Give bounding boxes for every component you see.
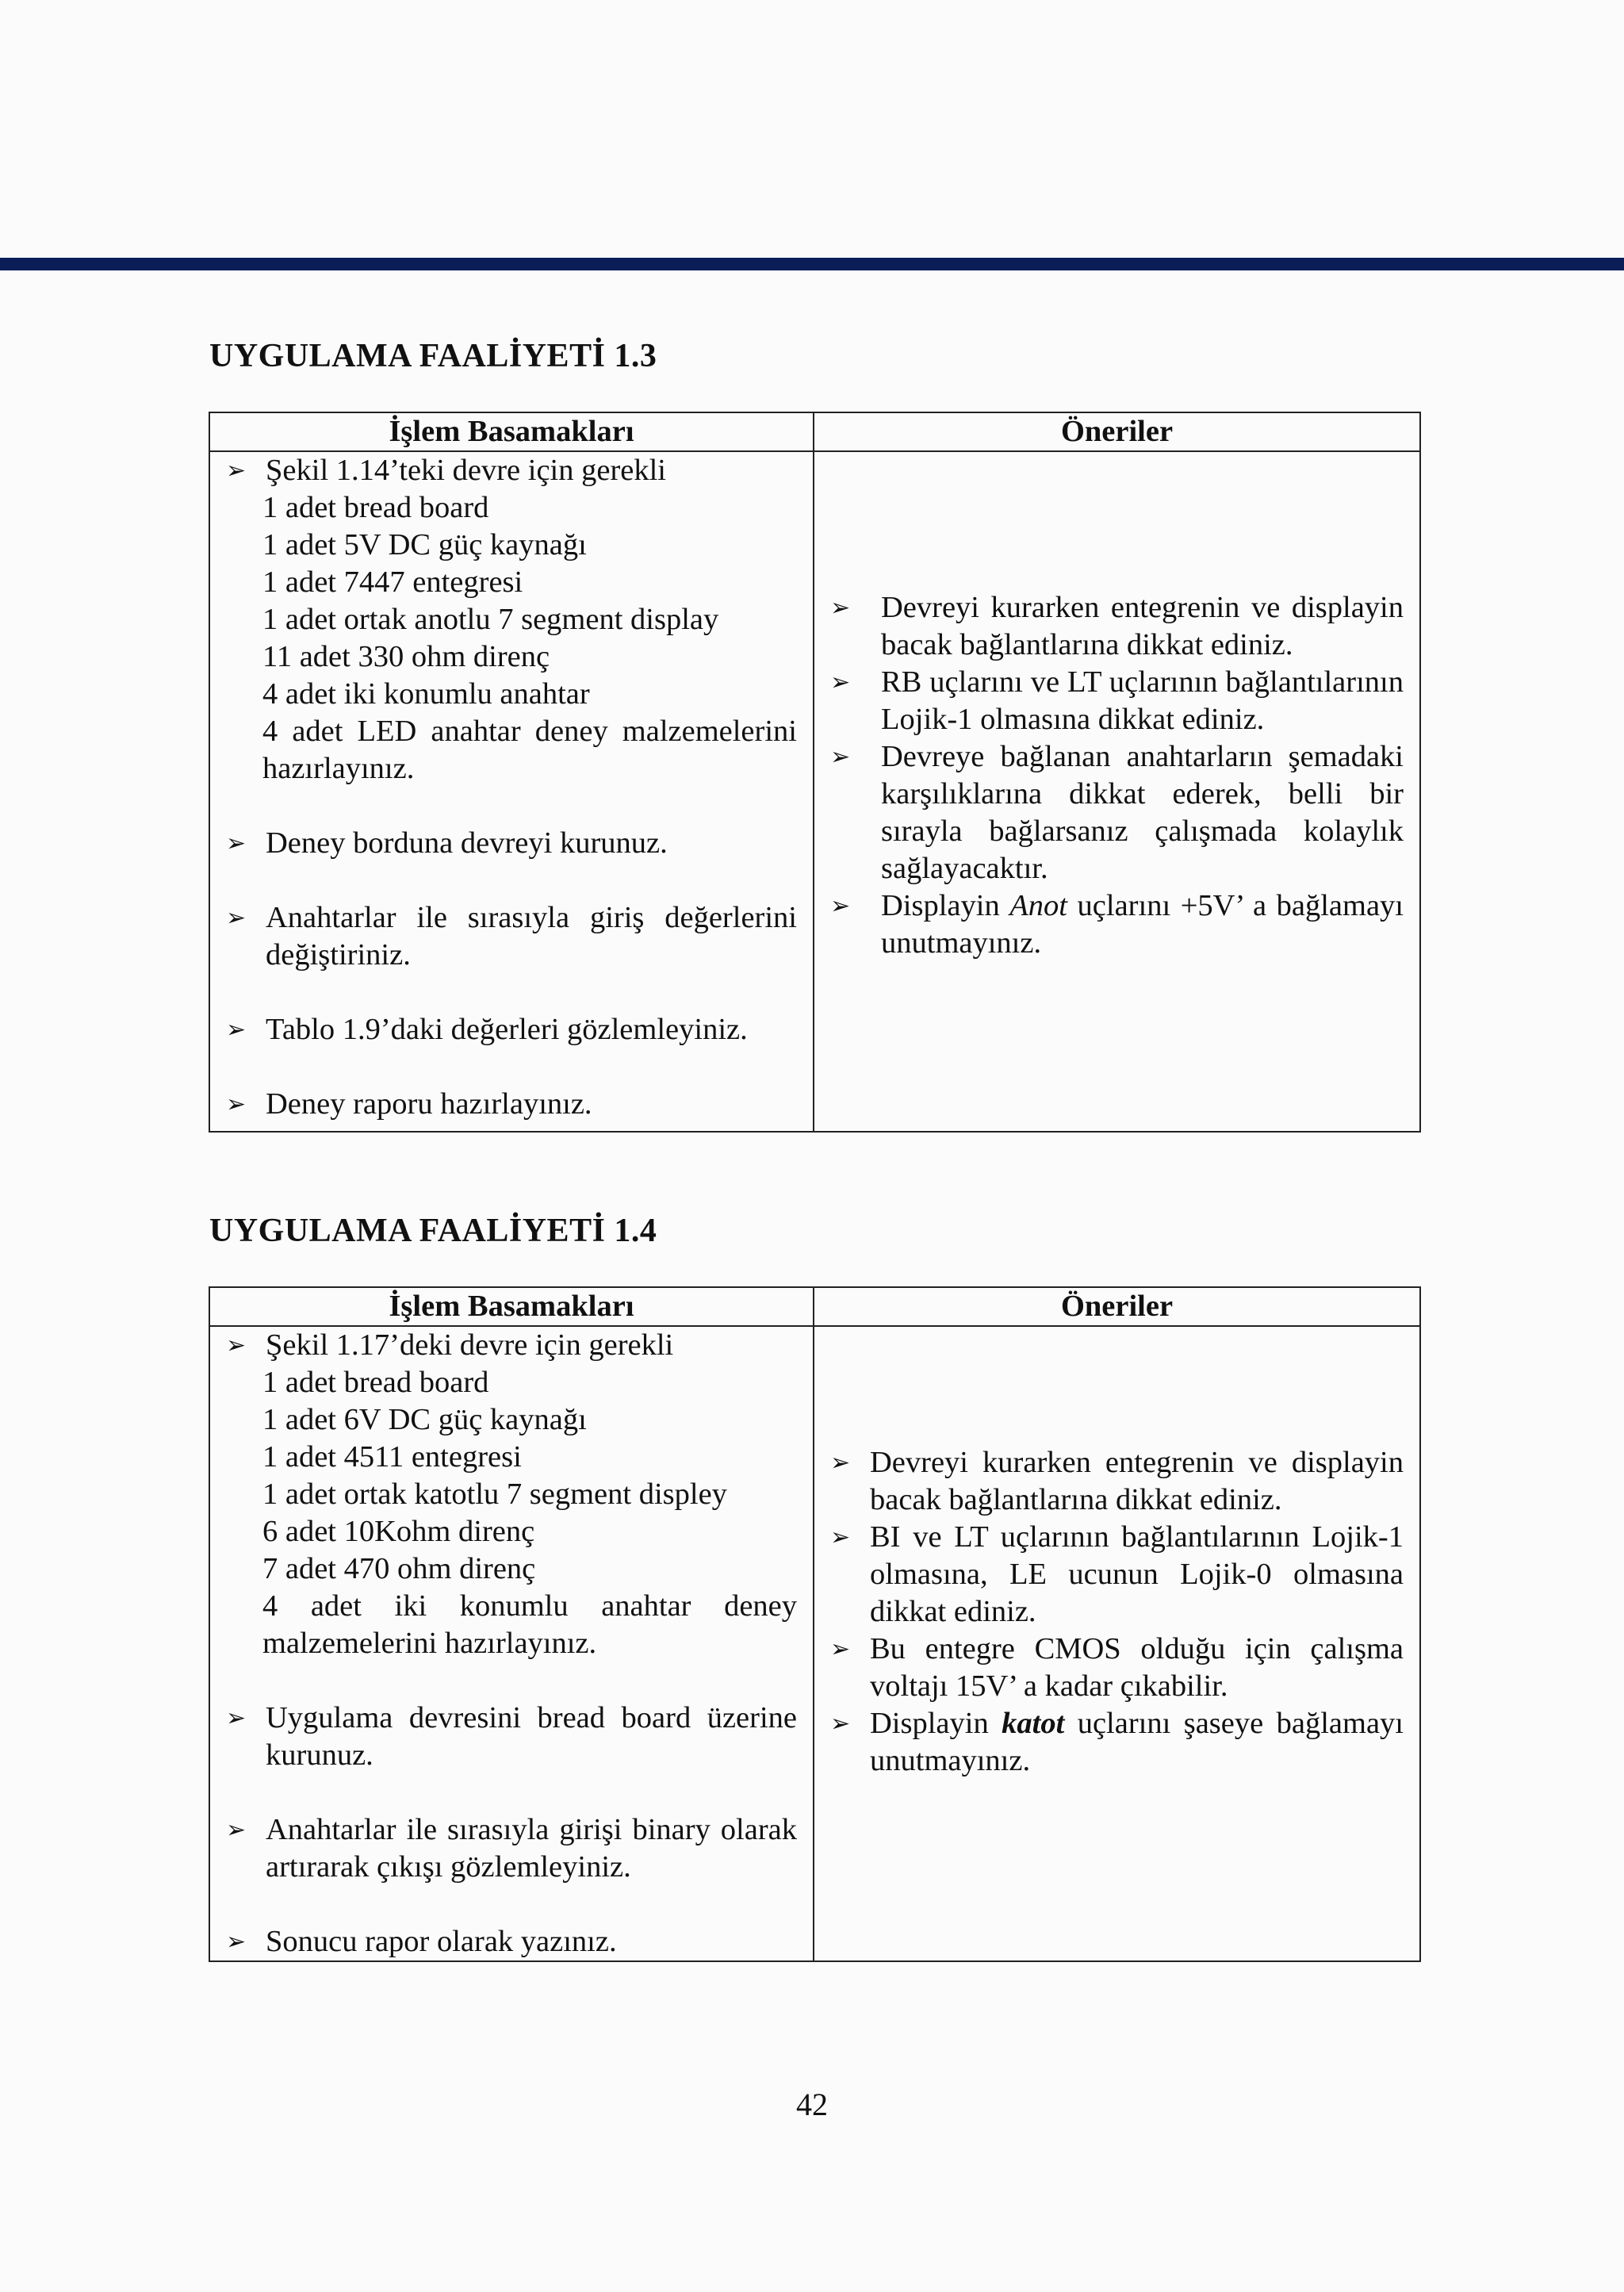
- arrow-bullet-icon: ➢: [226, 1816, 247, 1844]
- tip-text: Devreye bağlanan anahtarların şemadaki karşılıklarına dikkat ederek, belli bir sırayla bağlarsanız çalışmada kolaylık sağlayacaktır.: [881, 740, 1404, 885]
- step-materials: [226, 1327, 797, 1364]
- section-title-1-4: UYGULAMA FAALİYETİ 1.4: [209, 1213, 657, 1249]
- tip-emphasis: Anot: [1009, 889, 1067, 922]
- material-item: 7 adet 470 ohm direnç: [262, 1552, 536, 1585]
- step-text: Anahtarlar ile sırasıyla giriş değerlerini değiştiriniz.: [266, 901, 797, 972]
- step-text: Uygulama devresini bread board üzerine kurunuz.: [266, 1701, 797, 1772]
- step-text: Tablo 1.9’daki değerleri gözlemleyiniz.: [266, 1013, 748, 1046]
- step-action: [226, 1011, 797, 1048]
- table-header-row: [209, 1287, 1420, 1326]
- column-header-tips: Öneriler: [814, 412, 1420, 451]
- arrow-bullet-icon: ➢: [830, 1635, 851, 1663]
- material-item: 4 adet LED anahtar deney malzemelerini hazırlayınız.: [262, 715, 797, 785]
- column-header-steps: İşlem Basamakları: [209, 412, 814, 451]
- step-text: Deney raporu hazırlayınız.: [266, 1087, 592, 1121]
- column-header-tips: Öneriler: [814, 1287, 1420, 1326]
- material-item: 1 adet 5V DC güç kaynağı: [262, 528, 587, 562]
- table-row: [209, 1326, 1420, 1961]
- material-item: 1 adet 4511 entegresi: [262, 1440, 522, 1474]
- step-action: [226, 825, 797, 862]
- tip-text-before: Displayin: [870, 1707, 1002, 1740]
- tip-item: [830, 1519, 1404, 1631]
- step-action: [226, 1086, 797, 1123]
- arrow-bullet-icon: ➢: [830, 892, 851, 920]
- arrow-bullet-icon: ➢: [226, 457, 247, 485]
- arrow-bullet-icon: ➢: [830, 1710, 851, 1738]
- step-action: [226, 899, 797, 974]
- material-item: 4 adet iki konumlu anahtar: [262, 677, 590, 711]
- tip-item: [830, 1631, 1404, 1705]
- arrow-bullet-icon: ➢: [830, 594, 851, 622]
- material-item: 11 adet 330 ohm direnç: [262, 640, 550, 673]
- table-header-row: [209, 412, 1420, 451]
- step-action: [226, 1923, 797, 1960]
- material-item: 6 adet 10Kohm direnç: [262, 1515, 535, 1548]
- column-header-steps: İşlem Basamakları: [209, 1287, 814, 1326]
- tip-item: [830, 887, 1404, 962]
- tip-text: Devreyi kurarken entegrenin ve displayin bacak bağlantlarına dikkat ediniz.: [870, 1446, 1404, 1516]
- arrow-bullet-icon: ➢: [830, 1449, 851, 1477]
- steps-cell: [209, 451, 814, 1132]
- tip-text: RB uçlarını ve LT uçlarının bağlantılarının Lojik-1 olmasına dikkat ediniz.: [881, 665, 1404, 736]
- arrow-bullet-icon: ➢: [226, 830, 247, 857]
- arrow-bullet-icon: ➢: [226, 1016, 247, 1044]
- material-item: 1 adet 6V DC güç kaynağı: [262, 1403, 587, 1436]
- tip-text-before: Displayin: [881, 889, 1010, 922]
- tip-text-after: uçlarını şaseye bağlamayı unutmayınız.: [870, 1707, 1404, 1777]
- step-intro: Şekil 1.17’deki devre için gerekli: [266, 1328, 674, 1362]
- section-title-1-3: UYGULAMA FAALİYETİ 1.3: [209, 338, 657, 374]
- material-item: 1 adet ortak katotlu 7 segment displey: [262, 1478, 727, 1511]
- tip-text: Bu entegre CMOS olduğu için çalışma voltajı 15V’ a kadar çıkabilir.: [870, 1632, 1404, 1703]
- tip-emphasis: katot: [1002, 1707, 1065, 1740]
- step-text: Sonucu rapor olarak yazınız.: [266, 1925, 617, 1958]
- step-materials: [226, 452, 797, 489]
- table-row: [209, 451, 1420, 1132]
- tip-text: Devreyi kurarken entegrenin ve displayin bacak bağlantlarına dikkat ediniz.: [881, 591, 1404, 661]
- activity-table-1-4: [209, 1286, 1421, 1962]
- tip-item: [830, 1444, 1404, 1519]
- tip-text: BI ve LT uçlarının bağlantılarının Lojik-1 olmasına, LE ucunun Lojik-0 olmasına dikkat ediniz.: [870, 1520, 1404, 1628]
- steps-cell: [209, 1326, 814, 1961]
- header-rule: [0, 258, 1624, 270]
- tip-item: [830, 664, 1404, 738]
- material-item: 1 adet bread board: [262, 491, 489, 524]
- material-item: 1 adet 7447 entegresi: [262, 565, 523, 599]
- arrow-bullet-icon: ➢: [830, 743, 851, 771]
- step-action: [226, 1811, 797, 1886]
- step-action: [226, 1700, 797, 1774]
- arrow-bullet-icon: ➢: [226, 1090, 247, 1118]
- arrow-bullet-icon: ➢: [226, 1928, 247, 1956]
- material-item: 4 adet iki konumlu anahtar deney malzemelerini hazırlayınız.: [262, 1589, 797, 1660]
- material-item: 1 adet ortak anotlu 7 segment display: [262, 603, 719, 636]
- tip-item: [830, 589, 1404, 664]
- arrow-bullet-icon: ➢: [226, 1704, 247, 1732]
- arrow-bullet-icon: ➢: [830, 669, 851, 696]
- activity-table-1-3: [209, 412, 1421, 1133]
- tips-cell: [814, 451, 1420, 1132]
- tips-cell: [814, 1326, 1420, 1961]
- step-intro: Şekil 1.14’teki devre için gerekli: [266, 454, 666, 487]
- tip-text-after: uçlarını +5V’ a bağlamayı unutmayınız.: [881, 889, 1404, 960]
- step-text: Deney borduna devreyi kurunuz.: [266, 826, 668, 860]
- arrow-bullet-icon: ➢: [830, 1524, 851, 1551]
- tip-item: [830, 1705, 1404, 1780]
- arrow-bullet-icon: ➢: [226, 1332, 247, 1359]
- arrow-bullet-icon: ➢: [226, 904, 247, 932]
- page-number: 42: [796, 2087, 828, 2122]
- material-item: 1 adet bread board: [262, 1366, 489, 1399]
- step-text: Anahtarlar ile sırasıyla girişi binary olarak artırarak çıkışı gözlemleyiniz.: [266, 1813, 797, 1884]
- tip-item: [830, 738, 1404, 887]
